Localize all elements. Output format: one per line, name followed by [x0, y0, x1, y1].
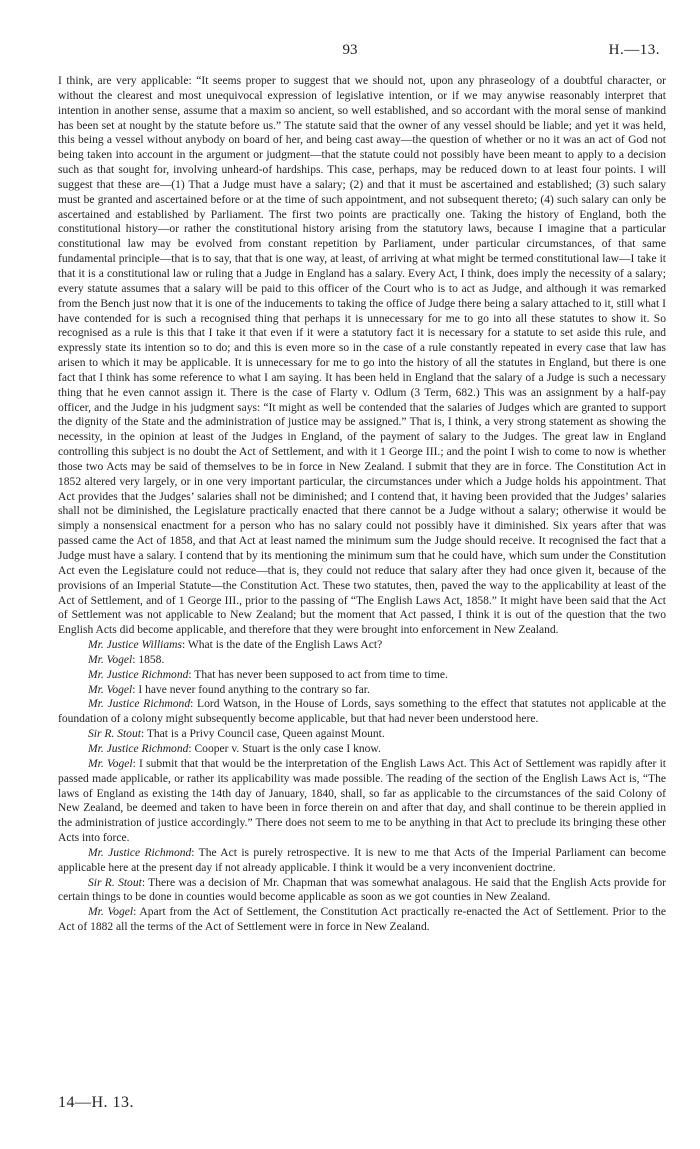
page-number: 93 [342, 42, 358, 58]
speaker-line [58, 668, 666, 683]
speaker-name: Mr. Vogel [88, 653, 133, 666]
speaker-name: Mr. Vogel [88, 683, 133, 696]
speaker-line [58, 876, 666, 906]
speaker-name: Mr. Justice Richmond [88, 668, 189, 681]
speaker-line [58, 638, 666, 653]
speaker-text: : What is the date of the English Laws Act? [181, 639, 383, 652]
document-body [58, 74, 666, 935]
speaker-text: : Lord Watson, in the House of Lords, says something to the effect that statutes not applicable at the foundation of a colony might subsequently become applicable, but that had never been understood here. [58, 698, 666, 726]
speaker-text: : That has never been supposed to act from time to time. [188, 668, 448, 681]
speaker-text: : I have never found anything to the contrary so far. [132, 683, 370, 696]
speaker-line [58, 653, 666, 668]
speaker-name: Mr. Justice Richmond [88, 846, 192, 859]
speaker-line [58, 742, 666, 757]
speaker-name: Mr. Justice Richmond [88, 742, 189, 755]
speaker-text: : Apart from the Act of Settlement, the Constitution Act practically re-enacted the Act of Settlement. Prior to the Act of 1882 all the terms of the Act of Settlement were in force in New Zealand. [58, 906, 666, 934]
speaker-text: : That is a Privy Council case, Queen against Mount. [140, 728, 385, 741]
speaker-line [58, 846, 666, 876]
speaker-line [58, 697, 666, 727]
speaker-line [58, 905, 666, 935]
speaker-text: : I submit that that would be the interpretation of the English Laws Act. This Act of Settlement was rapidly after it passed made applicable, or rather its applicability was made possible. The reading of the section of the English Laws Act is, “The laws of England as existing the 14th day of January, 1840, shall, so far as applicable to the circumstances of the said Colony of New Zealand, be deemed and taken to have been in force therein on and after that day, and shall continue to be therein applied in the administration of justice accordingly.” There does not seem to me to be anything in that Act to preclude its bringing these other Acts into force. [58, 757, 667, 845]
speaker-text: : The Act is purely retrospective. It is new to me that Acts of the Imperial Parliament can become applicable here at the present day if not already applicable. I think it would be a very inconvenient doctrine. [58, 846, 666, 874]
signature-mark: 14—H. 13. [58, 1094, 135, 1111]
speaker-text: : 1858. [132, 653, 165, 666]
speaker-line [58, 683, 666, 698]
speaker-name: Mr. Justice Williams [88, 639, 182, 652]
document-reference: H.—13. [608, 42, 660, 58]
speaker-name: Mr. Justice Richmond [88, 698, 191, 711]
speaker-name: Mr. Vogel [88, 757, 133, 770]
main-paragraph: I think, are very applicable: “It seems proper to suggest that we should not, upon any phraseology of a doubtful character, or without the clearest and most unequivocal expression of legislative intention, or if we may anywise reasonably interpret that intention in another sense, assume that a maxim so ancient, so well established, and so accordant with the moral sense of mankind has been set at nought by the statute before us.” The statute said that the owner of any vessel should be liable; and yet it was held, this being a vessel without anybody on board of her, and being cast away—the question of whether or no it was an act of God not being taken into account in the argument or judgment—that the statute could not possibly have been meant to apply to a decision such as that sought for, involving unheard-of hardships. This case, perhaps, may be reduced down to at least four points. I will suggest that these are—(1) That a Judge must have a salary; (2) and that it must be ascertained and established; (3) such salary must be granted and ascertained before or at the time of such appointment, and not subsequent thereto; (4) such salary can only be ascertained and established by Parliament. The first two points are practically one. Taking the history of England, both the constitutional history—or rather the constitutional history arising from the statutory laws, because I imagine that a particular constitutional law may be evolved from constant repetition by Parliament, under particular circumstances, of that same fundamental principle—that is to say, that that is one way, at least, of arriving at what might be termed constitutional law—I take it that it is a constitutional law or ruling that a Judge in England has a salary. Every Act, I think, does imply the necessity of a salary; every statute assumes that a salary will be paid to this officer of the Court who is to act as Judge, and although it was remarked from the Bench just now that it is one of the inducements to taking the office of Judge there being a salary attached to it, still what I have contended for is such a recognised thing that perhaps it is unnecessary for me to go into all these statutes to show it. So recognised as a rule is this that I take it that even if it were a statutory fact it is necessary for a statute to set aside this rule, and expressly state its intention so to do; and this is even more so in the case of a rule constantly repeated in every case that law has arisen to which it may be applicable. It is unnecessary for me to go into the history of all the statutes in England, but there is one fact that I think has some reference to what I am saying. It has been held in England that the salary of a Judge is such a necessary thing that he even cannot assign it. There is the case of Flarty v. Odlum (3 Term, 682.) This was an assignment by a half-pay officer, and the Judge in his judgment says: “It might as well be contended that the salaries of Judges which are granted to support the dignity of the State and the administration of justice may be assigned.” That is, I think, a very strong statement as showing the necessity, in the opinion at least of the Judges in England, of the payment of salary to the Judges. The great law in England controlling this subject is no doubt the Act of Settlement, and with it 1 George III.; and the point I wish to come to now is whether those two Acts may be said of themselves to be in force in New Zealand. I submit that they are in force. The Constitution Act in 1852 altered very largely, or in one very important particular, the circumstances under which a Judge holds his appointment. That Act provides that the Judges’ salaries shall not be diminished; and I contend that, it having been provided that the Judges’ salaries shall not be diminished, the Legislature practically enacted that there cannot be a Judge without a salary; otherwise it would be simply a nonsensical enactment for a person who has no salary could not possibly have it diminished. Six years after that was passed came the Act of 1858, and that Act at least named the minimum sum the Judge should receive. It recognised the fact that a Judge must have a salary. I contend that by its mentioning the minimum sum that he could have, which sum under the Constitution Act even the Legislature could not reduce—that is, they could not reduce that salary after they had once given it, because of the provisions of an Imperial Statute—the Constitution Act. These two statutes, then, paved the way to the applicability at least of the Act of Settlement, and of 1 George III., prior to the passing of “The English Laws Act, 1858.” It might have been said that the Act of Settlement was not applicable to New Zealand; but the moment that Act passed, I think it is out of the question that the two English Acts did become applicable, and therefore that they were brought into enforcement in New Zealand. [58, 75, 666, 637]
speaker-text: : There was a decision of Mr. Chapman that was somewhat analagous. He said that the English Acts provide for certain things to be done in counties would become applicable as soon as we got counties in New Zealand. [58, 876, 666, 904]
speaker-line [58, 727, 666, 742]
speaker-name: Sir R. Stout [88, 728, 141, 741]
speaker-name: Sir R. Stout [88, 876, 142, 889]
speaker-text: : Cooper v. Stuart is the only case I know. [188, 742, 381, 755]
speaker-name: Mr. Vogel [88, 906, 134, 919]
speaker-line [58, 757, 666, 846]
